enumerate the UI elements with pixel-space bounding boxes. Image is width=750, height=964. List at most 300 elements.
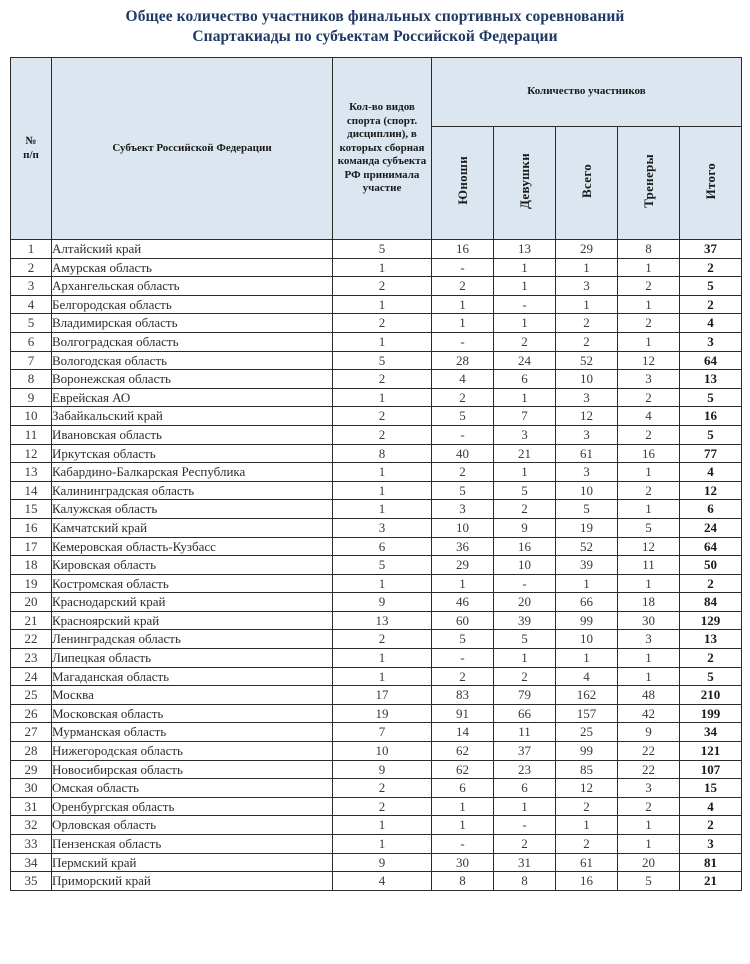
cell-girls: - [494,295,556,314]
cell-total-athletes: 2 [556,314,618,333]
cell-number: 26 [11,704,52,723]
cell-coaches: 12 [618,537,680,556]
cell-girls: 6 [494,370,556,389]
column-header-number [11,58,52,240]
cell-boys: 2 [432,667,494,686]
table-row [11,667,742,686]
cell-sport-kinds: 1 [333,500,432,519]
cell-boys: - [432,425,494,444]
cell-coaches: 8 [618,240,680,259]
cell-grand-total: 24 [680,518,742,537]
cell-girls: 37 [494,742,556,761]
column-header-grand-total-label: Итого [702,162,718,199]
cell-subject: Волгоградская область [52,332,333,351]
cell-girls: 79 [494,686,556,705]
cell-boys: - [432,649,494,668]
table-row [11,258,742,277]
cell-coaches: 1 [618,816,680,835]
cell-subject: Кировская область [52,556,333,575]
table-row [11,314,742,333]
cell-sport-kinds: 1 [333,258,432,277]
cell-girls: 2 [494,667,556,686]
cell-number: 5 [11,314,52,333]
cell-number: 22 [11,630,52,649]
cell-sport-kinds: 2 [333,407,432,426]
cell-grand-total: 2 [680,258,742,277]
cell-coaches: 3 [618,779,680,798]
cell-boys: 1 [432,816,494,835]
cell-total-athletes: 52 [556,351,618,370]
cell-number: 21 [11,611,52,630]
table-header-row-1 [11,58,742,127]
cell-subject: Нижегородская область [52,742,333,761]
cell-boys: 1 [432,797,494,816]
cell-coaches: 1 [618,667,680,686]
cell-boys: 62 [432,760,494,779]
cell-total-athletes: 157 [556,704,618,723]
cell-total-athletes: 3 [556,425,618,444]
cell-sport-kinds: 1 [333,667,432,686]
cell-coaches: 42 [618,704,680,723]
cell-coaches: 5 [618,872,680,891]
cell-sport-kinds: 1 [333,332,432,351]
cell-boys: 6 [432,779,494,798]
cell-grand-total: 210 [680,686,742,705]
cell-total-athletes: 25 [556,723,618,742]
table-row [11,556,742,575]
table-row [11,518,742,537]
cell-subject: Краснодарский край [52,593,333,612]
cell-grand-total: 4 [680,314,742,333]
cell-grand-total: 4 [680,797,742,816]
cell-subject: Орловская область [52,816,333,835]
cell-total-athletes: 16 [556,872,618,891]
cell-coaches: 22 [618,742,680,761]
cell-grand-total: 2 [680,295,742,314]
table-row [11,686,742,705]
cell-number: 30 [11,779,52,798]
cell-sport-kinds: 4 [333,872,432,891]
cell-boys: 2 [432,388,494,407]
cell-girls: 5 [494,630,556,649]
cell-subject: Кабардино-Балкарская Республика [52,463,333,482]
cell-girls: - [494,574,556,593]
cell-coaches: 11 [618,556,680,575]
cell-coaches: 2 [618,314,680,333]
cell-sport-kinds: 9 [333,593,432,612]
table-row [11,295,742,314]
cell-total-athletes: 162 [556,686,618,705]
cell-girls: 20 [494,593,556,612]
table-row [11,332,742,351]
cell-sport-kinds: 5 [333,351,432,370]
cell-girls: 23 [494,760,556,779]
cell-girls: 1 [494,258,556,277]
cell-sport-kinds: 1 [333,816,432,835]
cell-grand-total: 64 [680,351,742,370]
table-row [11,240,742,259]
cell-number: 25 [11,686,52,705]
cell-girls: 1 [494,314,556,333]
table-row [11,574,742,593]
cell-girls: 3 [494,425,556,444]
cell-total-athletes: 1 [556,295,618,314]
cell-sport-kinds: 2 [333,277,432,296]
cell-boys: 83 [432,686,494,705]
cell-subject: Воронежская область [52,370,333,389]
cell-boys: - [432,835,494,854]
table-row [11,742,742,761]
cell-boys: 40 [432,444,494,463]
table-row [11,630,742,649]
table-row [11,816,742,835]
cell-coaches: 2 [618,425,680,444]
cell-total-athletes: 1 [556,258,618,277]
cell-coaches: 2 [618,797,680,816]
page-title-line-2: Спартакиады по субъектам Российской Федерации [192,28,558,45]
cell-grand-total: 3 [680,835,742,854]
cell-subject: Костромская область [52,574,333,593]
cell-subject: Ивановская область [52,425,333,444]
cell-grand-total: 13 [680,630,742,649]
cell-boys: 60 [432,611,494,630]
cell-grand-total: 50 [680,556,742,575]
cell-sport-kinds: 1 [333,295,432,314]
cell-total-athletes: 2 [556,835,618,854]
page-title [0,0,750,47]
cell-boys: 16 [432,240,494,259]
cell-total-athletes: 10 [556,630,618,649]
cell-boys: 14 [432,723,494,742]
cell-total-athletes: 12 [556,407,618,426]
cell-boys: 36 [432,537,494,556]
cell-sport-kinds: 2 [333,370,432,389]
cell-number: 31 [11,797,52,816]
table-row [11,537,742,556]
column-header-grand-total [680,127,742,240]
cell-subject: Магаданская область [52,667,333,686]
statistics-table-container [10,57,742,891]
table-row [11,500,742,519]
cell-subject: Красноярский край [52,611,333,630]
table-row [11,835,742,854]
cell-girls: 1 [494,649,556,668]
cell-coaches: 16 [618,444,680,463]
cell-sport-kinds: 2 [333,314,432,333]
cell-number: 13 [11,463,52,482]
cell-boys: 46 [432,593,494,612]
cell-coaches: 3 [618,630,680,649]
column-header-coaches [618,127,680,240]
cell-coaches: 1 [618,332,680,351]
cell-grand-total: 84 [680,593,742,612]
cell-subject: Калининградская область [52,481,333,500]
cell-sport-kinds: 9 [333,760,432,779]
cell-number: 8 [11,370,52,389]
table-row [11,407,742,426]
cell-girls: - [494,816,556,835]
table-header [11,58,742,240]
cell-number: 27 [11,723,52,742]
cell-girls: 5 [494,481,556,500]
cell-number: 35 [11,872,52,891]
cell-number: 18 [11,556,52,575]
cell-subject: Мурманская область [52,723,333,742]
column-header-total-athletes-label: Всего [578,163,594,198]
cell-number: 11 [11,425,52,444]
column-header-boys-label: Юноши [454,156,470,206]
table-row [11,611,742,630]
cell-boys: 4 [432,370,494,389]
cell-sport-kinds: 2 [333,425,432,444]
table-row [11,593,742,612]
cell-boys: 8 [432,872,494,891]
cell-sport-kinds: 8 [333,444,432,463]
cell-boys: 91 [432,704,494,723]
cell-girls: 2 [494,835,556,854]
column-header-boys [432,127,494,240]
cell-number: 34 [11,853,52,872]
cell-subject: Ленинградская область [52,630,333,649]
cell-sport-kinds: 1 [333,835,432,854]
cell-subject: Пензенская область [52,835,333,854]
cell-coaches: 4 [618,407,680,426]
cell-subject: Омская область [52,779,333,798]
cell-number: 10 [11,407,52,426]
cell-number: 33 [11,835,52,854]
column-header-number-line-1: № [25,135,37,147]
column-header-girls [494,127,556,240]
cell-subject: Вологодская область [52,351,333,370]
cell-grand-total: 15 [680,779,742,798]
cell-number: 4 [11,295,52,314]
cell-sport-kinds: 9 [333,853,432,872]
cell-grand-total: 5 [680,388,742,407]
cell-girls: 10 [494,556,556,575]
cell-coaches: 2 [618,481,680,500]
cell-coaches: 9 [618,723,680,742]
cell-boys: 29 [432,556,494,575]
cell-total-athletes: 19 [556,518,618,537]
cell-girls: 11 [494,723,556,742]
cell-number: 2 [11,258,52,277]
cell-subject: Липецкая область [52,649,333,668]
cell-number: 6 [11,332,52,351]
cell-girls: 13 [494,240,556,259]
column-header-coaches-label: Тренеры [640,153,656,208]
cell-boys: 28 [432,351,494,370]
cell-coaches: 5 [618,518,680,537]
cell-subject: Оренбургская область [52,797,333,816]
cell-total-athletes: 1 [556,574,618,593]
cell-boys: 1 [432,574,494,593]
cell-subject: Приморский край [52,872,333,891]
cell-subject: Белгородская область [52,295,333,314]
cell-grand-total: 81 [680,853,742,872]
cell-boys: 5 [432,630,494,649]
cell-girls: 1 [494,277,556,296]
cell-sport-kinds: 10 [333,742,432,761]
table-row [11,704,742,723]
cell-grand-total: 5 [680,667,742,686]
cell-girls: 1 [494,463,556,482]
cell-girls: 1 [494,388,556,407]
cell-boys: 2 [432,463,494,482]
cell-total-athletes: 3 [556,463,618,482]
table-row [11,425,742,444]
cell-subject: Пермский край [52,853,333,872]
cell-coaches: 1 [618,295,680,314]
cell-boys: - [432,258,494,277]
column-header-number-line-2: п/п [23,148,39,161]
cell-subject: Алтайский край [52,240,333,259]
cell-sport-kinds: 6 [333,537,432,556]
cell-girls: 1 [494,797,556,816]
column-header-subject: Субъект Российской Федерации [52,58,333,240]
cell-subject: Архангельская область [52,277,333,296]
table-row [11,723,742,742]
cell-coaches: 20 [618,853,680,872]
cell-number: 12 [11,444,52,463]
cell-girls: 7 [494,407,556,426]
cell-total-athletes: 99 [556,611,618,630]
cell-girls: 2 [494,500,556,519]
cell-grand-total: 3 [680,332,742,351]
cell-sport-kinds: 7 [333,723,432,742]
cell-total-athletes: 52 [556,537,618,556]
cell-total-athletes: 3 [556,388,618,407]
cell-subject: Камчатский край [52,518,333,537]
cell-subject: Кемеровская область-Кузбасс [52,537,333,556]
cell-grand-total: 77 [680,444,742,463]
cell-grand-total: 4 [680,463,742,482]
cell-number: 9 [11,388,52,407]
cell-grand-total: 2 [680,574,742,593]
cell-girls: 6 [494,779,556,798]
cell-grand-total: 199 [680,704,742,723]
cell-coaches: 2 [618,388,680,407]
cell-number: 7 [11,351,52,370]
cell-coaches: 1 [618,649,680,668]
table-body [11,240,742,891]
cell-girls: 16 [494,537,556,556]
cell-total-athletes: 99 [556,742,618,761]
cell-subject: Владимирская область [52,314,333,333]
cell-number: 20 [11,593,52,612]
participants-table [10,57,742,891]
cell-total-athletes: 3 [556,277,618,296]
cell-girls: 8 [494,872,556,891]
cell-subject: Еврейская АО [52,388,333,407]
cell-total-athletes: 39 [556,556,618,575]
cell-subject: Московская область [52,704,333,723]
cell-boys: 5 [432,407,494,426]
cell-total-athletes: 66 [556,593,618,612]
cell-girls: 24 [494,351,556,370]
cell-sport-kinds: 2 [333,797,432,816]
cell-boys: 3 [432,500,494,519]
cell-sport-kinds: 1 [333,388,432,407]
cell-sport-kinds: 1 [333,481,432,500]
cell-sport-kinds: 5 [333,240,432,259]
table-row [11,463,742,482]
cell-number: 1 [11,240,52,259]
column-header-participants-group: Количество участников [432,58,742,127]
cell-coaches: 1 [618,500,680,519]
cell-total-athletes: 85 [556,760,618,779]
cell-grand-total: 5 [680,277,742,296]
cell-total-athletes: 4 [556,667,618,686]
cell-coaches: 30 [618,611,680,630]
cell-number: 3 [11,277,52,296]
cell-number: 24 [11,667,52,686]
cell-subject: Новосибирская область [52,760,333,779]
cell-number: 29 [11,760,52,779]
table-row [11,351,742,370]
cell-total-athletes: 2 [556,797,618,816]
cell-coaches: 18 [618,593,680,612]
cell-girls: 39 [494,611,556,630]
column-header-total-athletes [556,127,618,240]
cell-sport-kinds: 2 [333,630,432,649]
cell-grand-total: 16 [680,407,742,426]
cell-total-athletes: 2 [556,332,618,351]
cell-sport-kinds: 2 [333,779,432,798]
column-header-girls-label: Девушки [516,152,532,209]
cell-boys: 5 [432,481,494,500]
cell-grand-total: 2 [680,649,742,668]
table-row [11,760,742,779]
table-row [11,444,742,463]
table-row [11,481,742,500]
cell-grand-total: 34 [680,723,742,742]
cell-boys: - [432,332,494,351]
cell-boys: 10 [432,518,494,537]
cell-subject: Забайкальский край [52,407,333,426]
cell-girls: 2 [494,332,556,351]
cell-grand-total: 64 [680,537,742,556]
page-title-line-1: Общее количество участников финальных спортивных соревнований [125,8,625,25]
cell-grand-total: 129 [680,611,742,630]
cell-number: 32 [11,816,52,835]
cell-grand-total: 21 [680,872,742,891]
cell-total-athletes: 29 [556,240,618,259]
cell-coaches: 1 [618,835,680,854]
table-row [11,872,742,891]
cell-number: 17 [11,537,52,556]
cell-number: 23 [11,649,52,668]
cell-girls: 21 [494,444,556,463]
cell-subject: Амурская область [52,258,333,277]
cell-subject: Москва [52,686,333,705]
table-row [11,649,742,668]
cell-subject: Иркутская область [52,444,333,463]
cell-number: 16 [11,518,52,537]
cell-girls: 9 [494,518,556,537]
cell-number: 14 [11,481,52,500]
table-row [11,779,742,798]
cell-coaches: 2 [618,277,680,296]
cell-total-athletes: 10 [556,481,618,500]
cell-grand-total: 107 [680,760,742,779]
cell-boys: 30 [432,853,494,872]
cell-coaches: 1 [618,258,680,277]
cell-total-athletes: 61 [556,444,618,463]
table-row [11,388,742,407]
cell-total-athletes: 10 [556,370,618,389]
cell-coaches: 1 [618,463,680,482]
cell-boys: 1 [432,314,494,333]
